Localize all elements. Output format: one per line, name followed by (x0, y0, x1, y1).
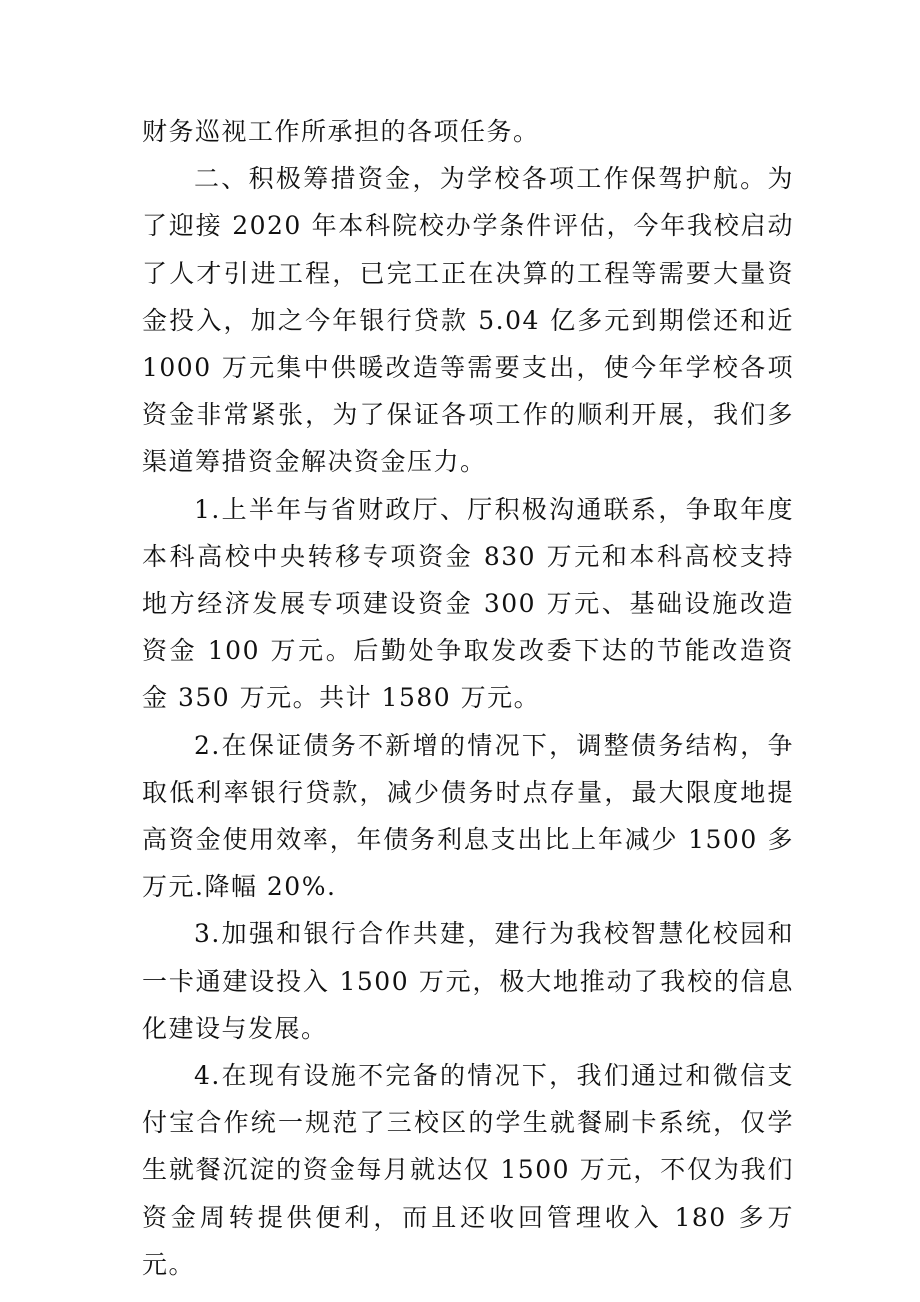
document-body (142, 108, 794, 1288)
paragraph-item-3: 3.加强和银行合作共建，建行为我校智慧化校园和一卡通建设投入 1500 万元，极大地推动了我校的信息化建设与发展。 (142, 919, 794, 1043)
paragraph-item-1: 1.上半年与省财政厅、厅积极沟通联系，争取年度本科高校中央转移专项资金 830 万元和本科高校支持地方经济发展专项建设资金 300 万元、基础设施改造资金 100 万元。后勤处争取发改委下达的节能改造资金 350 万元。共计 1580 万元。 (142, 494, 794, 713)
paragraph-continuation: 财务巡视工作所承担的各项任务。 (142, 117, 540, 146)
paragraph-item-4: 4.在现有设施不完备的情况下，我们通过和微信支付宝合作统一规范了三校区的学生就餐刷卡系统，仅学生就餐沉淀的资金每月就达仅 1500 万元，不仅为我们资金周转提供便利，而且还收回管理收入 180 多万元。 (142, 1061, 794, 1279)
paragraph-section-two: 二、积极筹措资金，为学校各项工作保驾护航。为了迎接 2020 年本科院校办学条件评估，今年我校启动了人才引进工程，已完工正在决算的工程等需要大量资金投入，加之今年银行贷款 5.04 亿多元到期偿还和近 1000 万元集中供暖改造等需要支出，使今年学校各项资金非常紧张，为了保证各项工作的顺利开展，我们多渠道筹措资金解决资金压力。 (142, 164, 794, 477)
paragraph-item-2: 2.在保证债务不新增的情况下，调整债务结构，争取低利率银行贷款，减少债务时点存量，最大限度地提高资金使用效率，年债务利息支出比上年减少 1500 多万元.降幅 20%. (142, 730, 794, 902)
